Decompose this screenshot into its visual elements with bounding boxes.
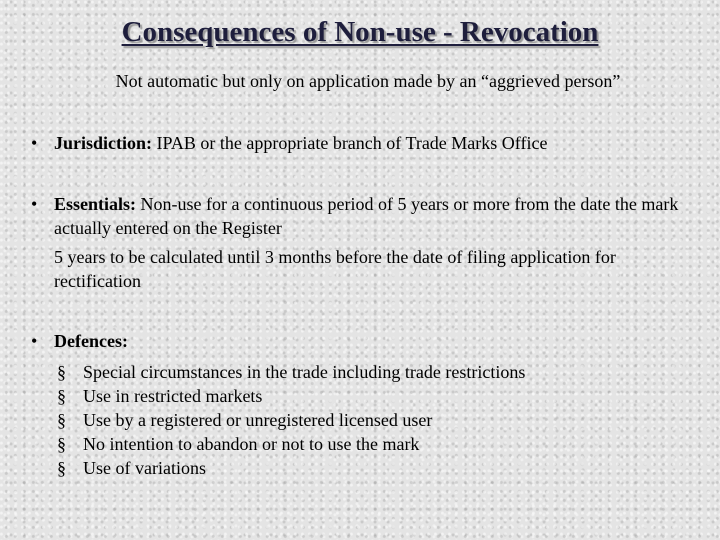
bullet-label: Jurisdiction: <box>54 133 153 153</box>
bullet-defences-text <box>54 329 704 353</box>
bullet-label: Essentials: <box>54 194 137 214</box>
bullet-body: IPAB or the appropriate branch of Trade Marks Office <box>152 133 548 153</box>
bullet-jurisdiction-text <box>54 131 704 155</box>
list-item-text: Use by a registered or unregistered licensed user <box>83 410 433 430</box>
section-mark: § <box>57 458 66 478</box>
bullet-dot: • <box>31 133 38 153</box>
slide-subtitle: Not automatic but only on application made by an “aggrieved person” <box>115 71 621 91</box>
bullet-label: Defences: <box>54 331 128 351</box>
list-item-text: Use in restricted markets <box>83 386 263 406</box>
section-mark: § <box>57 362 66 382</box>
slide-title: Consequences of Non-use - Revocation <box>121 16 599 48</box>
list-item-text: No intention to abandon or not to use the mark <box>83 434 420 454</box>
section-mark: § <box>57 386 66 406</box>
bullet-dot: • <box>31 331 38 351</box>
essentials-note: 5 years to be calculated until 3 months before the date of filing application for rectification <box>54 247 616 291</box>
list-item-text: Special circumstances in the trade including trade restrictions <box>83 362 526 382</box>
list-item-text: Use of variations <box>83 458 206 478</box>
section-mark: § <box>57 410 66 430</box>
bullet-dot: • <box>31 194 38 214</box>
bullet-essentials-text <box>54 192 704 240</box>
section-mark: § <box>57 434 66 454</box>
bullet-body: Non-use for a continuous period of 5 years or more from the date the mark actually entered on the Register <box>54 194 679 238</box>
